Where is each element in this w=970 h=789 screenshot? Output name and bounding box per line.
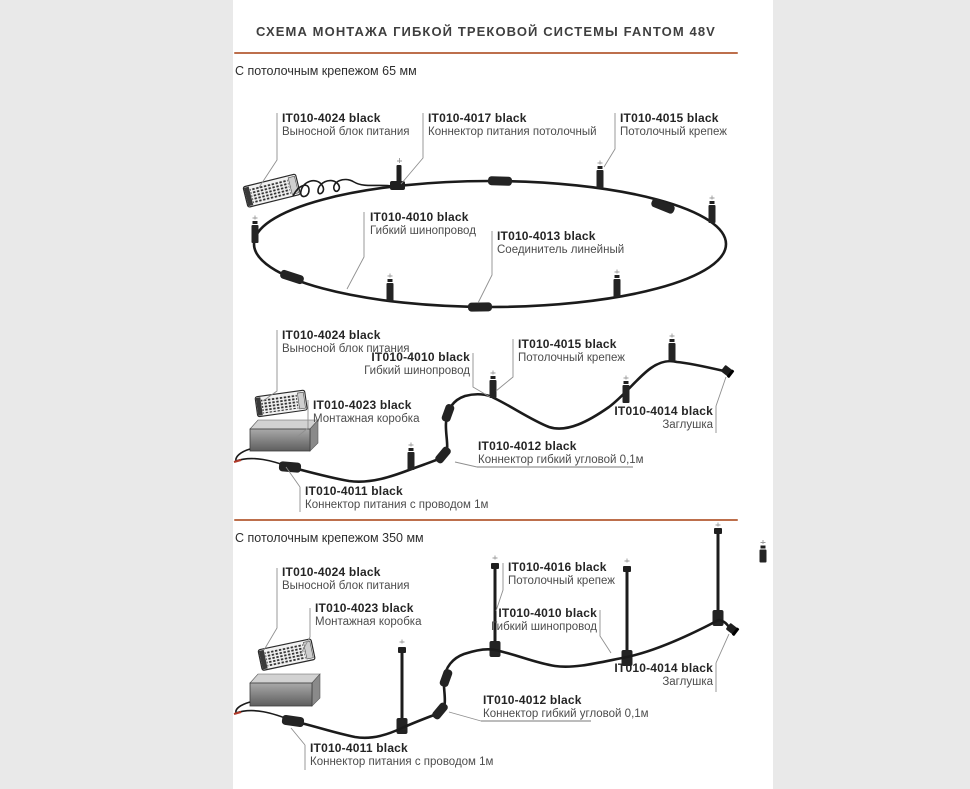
label-endcap: IT010-4014 black Заглушка — [614, 404, 713, 432]
power-connector-icon — [279, 461, 302, 473]
ceiling-mount-350-icon — [397, 640, 408, 735]
corner-connector-icon — [434, 445, 452, 465]
power-supply-icon — [243, 174, 300, 207]
label-flex-track: IT010-4010 black Гибкий шинопровод — [491, 606, 597, 634]
label-flex-track: IT010-4010 black Гибкий шинопровод — [370, 210, 476, 238]
oval-track-diagram — [243, 158, 726, 312]
label-corner-connector: IT010-4012 black Коннектор гибкий угловой 0,1м — [483, 693, 649, 721]
linear-connector-icon — [468, 302, 492, 311]
ceiling-mount-65-icon — [597, 161, 604, 189]
label-psu: IT010-4024 black Выносной блок питания — [282, 565, 410, 593]
label-psu: IT010-4024 black Выносной блок питания — [282, 111, 410, 139]
power-supply-icon — [255, 390, 307, 417]
label-ceiling-mount: IT010-4016 black Потолочный крепеж — [508, 560, 615, 588]
ceiling-mount-65-icon — [623, 376, 630, 404]
scheme-sheet — [233, 0, 773, 789]
ceiling-mount-65-icon — [709, 196, 716, 224]
linear-connector-icon — [279, 269, 305, 285]
label-flex-track: IT010-4010 black Гибкий шинопровод — [364, 350, 470, 378]
section-heading-65mm: С потолочным крепежом 65 мм — [235, 64, 417, 78]
corner-connector-icon — [441, 403, 456, 423]
label-ceiling-mount: IT010-4015 black Потолочный крепеж — [518, 337, 625, 365]
label-endcap: IT010-4014 black Заглушка — [614, 661, 713, 689]
ceiling-mount-65-icon — [614, 270, 621, 298]
ceiling-mount-65-icon — [387, 274, 394, 302]
label-ceiling-mount: IT010-4015 black Потолочный крепеж — [620, 111, 727, 139]
page-title: СХЕМА МОНТАЖА ГИБКОЙ ТРЕКОВОЙ СИСТЕМЫ FANTOM 48V — [256, 24, 716, 39]
ceiling-mount-350-icon — [713, 523, 724, 627]
label-linear-connector: IT010-4013 black Соединитель линейный — [497, 229, 625, 257]
corner-connector-icon — [439, 668, 454, 688]
ceiling-mount-65-icon — [252, 216, 259, 244]
corner-connector-icon — [431, 701, 449, 721]
label-power-connector: IT010-4011 black Коннектор питания с проводом 1м — [310, 741, 494, 769]
label-mounting-box: IT010-4023 black Монтажная коробка — [313, 398, 420, 426]
label-psu: IT010-4024 black Выносной блок питания — [282, 328, 410, 356]
mounting-box-icon — [250, 674, 320, 706]
wire-tip — [234, 460, 241, 462]
endcap-icon — [720, 364, 734, 378]
power-connector-icon — [281, 715, 304, 728]
linear-connector-icon — [488, 176, 512, 186]
ceiling-power-connector-icon — [390, 158, 405, 190]
section-divider-rule — [234, 519, 738, 521]
ceiling-mount-65-icon — [408, 443, 415, 471]
title-rule — [234, 52, 738, 54]
ceiling-mount-65-icon — [490, 371, 497, 399]
label-power-connector: IT010-4011 black Коннектор питания с проводом 1м — [305, 484, 489, 512]
mount-piece-icon — [760, 540, 767, 563]
label-ceiling-connector: IT010-4017 black Коннектор питания потолочный — [428, 111, 597, 139]
ceiling-mount-65-icon — [669, 334, 676, 362]
label-mounting-box: IT010-4023 black Монтажная коробка — [315, 601, 422, 629]
wire-tip — [234, 712, 241, 714]
ceiling-mount-350-icon — [622, 559, 633, 667]
label-corner-connector: IT010-4012 black Коннектор гибкий угловой 0,1м — [478, 439, 644, 467]
section-heading-350mm: С потолочным крепежом 350 мм — [235, 531, 424, 545]
